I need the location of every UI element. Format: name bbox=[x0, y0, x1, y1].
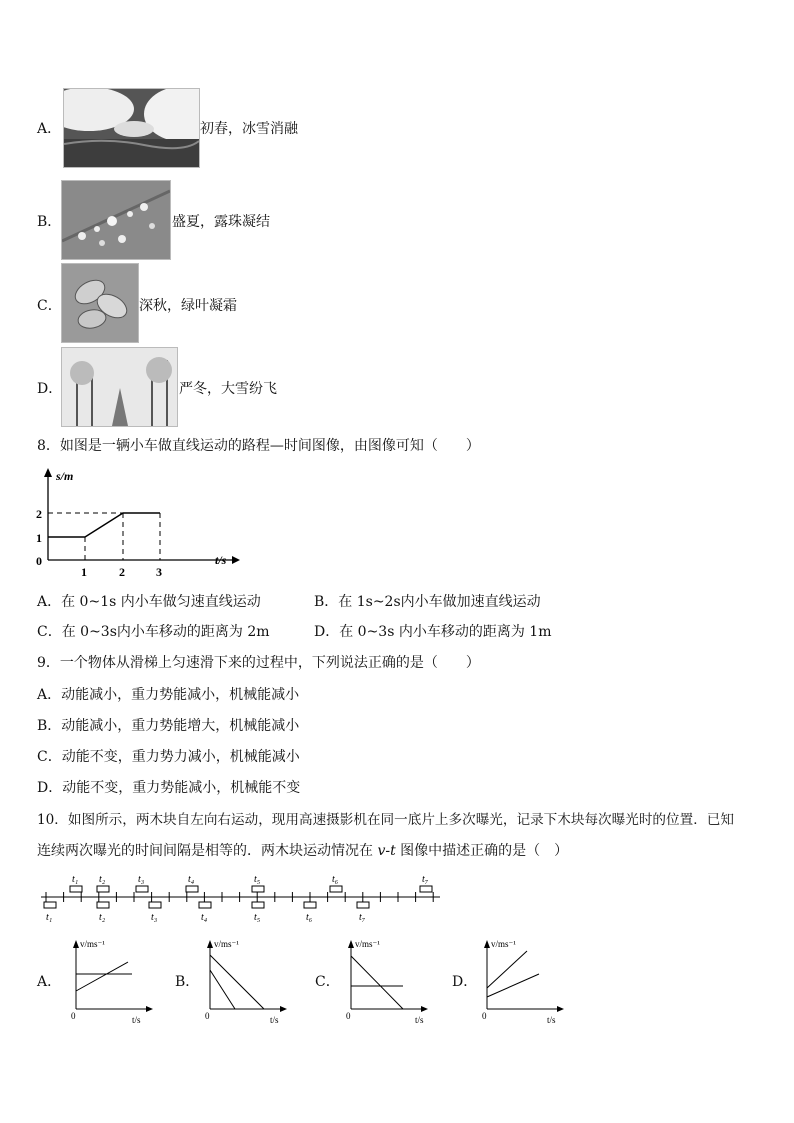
vt-y-label: v/ms⁻¹ bbox=[80, 939, 105, 949]
lower-label: t₅ bbox=[254, 912, 261, 923]
q8-st-graph bbox=[34, 465, 244, 580]
lower-block bbox=[357, 902, 369, 908]
option-letter: B． bbox=[37, 214, 62, 230]
y-tick-1: 1 bbox=[36, 531, 42, 545]
q10-stem-line1: 10．如图所示，两木块自左向右运动，现用高速摄影机在同一底片上多次曝光，记录下木块每次曝光时的位置．已知 bbox=[37, 812, 734, 828]
lower-label: t₂ bbox=[99, 912, 106, 923]
lower-block-positions bbox=[44, 902, 369, 923]
upper-block bbox=[330, 886, 342, 892]
vt-symbol: v-t bbox=[377, 843, 396, 859]
q10-option-letter-b: B． bbox=[175, 974, 200, 990]
vt-x-label: t/s bbox=[132, 1015, 141, 1025]
option-letter: C． bbox=[37, 298, 62, 314]
dew-drops-image bbox=[62, 181, 170, 259]
frost-leaves-photo bbox=[61, 263, 139, 343]
lower-block bbox=[44, 902, 56, 908]
option-caption: 严冬，大雪纷飞 bbox=[179, 381, 277, 397]
frost-leaves-image bbox=[62, 264, 138, 342]
upper-label: t₁ bbox=[72, 874, 79, 885]
decreasing-velocity-line bbox=[351, 956, 403, 1009]
lower-block bbox=[199, 902, 211, 908]
q9-stem: 9．一个物体从滑梯上匀速滑下来的过程中，下列说法正确的是（ ） bbox=[37, 655, 480, 671]
x-tick-1: 1 bbox=[81, 565, 87, 579]
lower-label: t₇ bbox=[359, 912, 366, 923]
upper-label: t₇ bbox=[422, 874, 429, 885]
vt-graph-a bbox=[64, 937, 154, 1025]
option-caption: 深秋，绿叶凝霜 bbox=[139, 298, 237, 314]
snowfall-image bbox=[62, 348, 177, 426]
y-axis-label: s/m bbox=[56, 469, 74, 483]
upper-label: t₃ bbox=[138, 874, 145, 885]
vt-origin: 0 bbox=[346, 1011, 351, 1021]
lower-label: t₆ bbox=[306, 912, 313, 923]
x-axis-label: t/s bbox=[215, 553, 227, 567]
vt-graph-b bbox=[198, 937, 290, 1025]
upper-label: t₂ bbox=[99, 874, 106, 885]
q8-stem: 8．如图是一辆小车做直线运动的路程—时间图像，由图像可知（ ） bbox=[37, 438, 480, 454]
q10-stem-line2: 连续两次曝光的时间间隔是相等的．两木块运动情况在 v-t 图像中描述正确的是（ ） bbox=[37, 843, 569, 859]
q9-option-b: B．动能减小，重力势能增大，机械能减小 bbox=[37, 718, 300, 734]
upper-block bbox=[70, 886, 82, 892]
upper-label: t₅ bbox=[254, 874, 261, 885]
upper-block bbox=[252, 886, 264, 892]
q9-option-a: A．动能减小，重力势能减小，机械能减小 bbox=[37, 687, 300, 703]
vt-origin: 0 bbox=[482, 1011, 487, 1021]
vt-origin: 0 bbox=[205, 1011, 210, 1021]
vt-x-label: t/s bbox=[547, 1015, 556, 1025]
q10-option-letter-d: D． bbox=[452, 974, 478, 990]
upper-block bbox=[420, 886, 432, 892]
option-letter: A． bbox=[37, 121, 62, 137]
lower-label: t₃ bbox=[151, 912, 158, 923]
lower-label: t₄ bbox=[201, 912, 208, 923]
option-caption: 盛夏，露珠凝结 bbox=[172, 214, 270, 230]
upper-label: t₆ bbox=[332, 874, 339, 885]
lower-block bbox=[304, 902, 316, 908]
y-tick-2: 2 bbox=[36, 507, 42, 521]
upper-block bbox=[136, 886, 148, 892]
x-axis-arrow bbox=[232, 556, 240, 564]
dew-drops-photo bbox=[61, 180, 171, 260]
q8-option-a: A．在 0~1s 内小车做匀速直线运动 bbox=[37, 594, 261, 610]
q10-option-letter-a: A． bbox=[37, 974, 62, 990]
upper-label: t₄ bbox=[188, 874, 195, 885]
q8-option-d: D．在 0~3s 内小车移动的距离为 1m bbox=[314, 624, 552, 640]
increasing-velocity-line bbox=[76, 962, 128, 991]
y-axis-arrow bbox=[44, 468, 52, 477]
lower-block bbox=[149, 902, 161, 908]
option-letter: D． bbox=[37, 381, 63, 397]
vt-graph-d bbox=[475, 937, 567, 1025]
vt-x-label: t/s bbox=[415, 1015, 424, 1025]
x-tick-2: 2 bbox=[119, 565, 125, 579]
lower-block bbox=[97, 902, 109, 908]
gentle-increasing-line bbox=[487, 974, 539, 997]
exposure-strip bbox=[36, 870, 446, 926]
st-line bbox=[48, 513, 160, 537]
melting-ice-photo bbox=[63, 88, 200, 168]
vt-origin: 0 bbox=[71, 1011, 76, 1021]
lower-block bbox=[252, 902, 264, 908]
q9-option-d: D．动能不变，重力势能减小，机械能不变 bbox=[37, 780, 301, 796]
upper-block bbox=[186, 886, 198, 892]
q10-option-letter-c: C． bbox=[315, 974, 340, 990]
upper-block bbox=[97, 886, 109, 892]
vt-y-label: v/ms⁻¹ bbox=[355, 939, 380, 949]
q9-option-c: C．动能不变，重力势力减小，机械能减小 bbox=[37, 749, 300, 765]
vt-y-label: v/ms⁻¹ bbox=[491, 939, 516, 949]
x-tick-3: 3 bbox=[156, 565, 162, 579]
y-tick-0: 0 bbox=[36, 554, 42, 568]
melting-ice-image bbox=[64, 89, 199, 167]
snowfall-photo bbox=[61, 347, 178, 427]
q8-option-c: C．在 0~3s内小车移动的距离为 2m bbox=[37, 624, 270, 640]
option-caption: 初春，冰雪消融 bbox=[200, 121, 298, 137]
upper-block-positions bbox=[70, 874, 432, 892]
lower-label: t₁ bbox=[46, 912, 53, 923]
vt-y-label: v/ms⁻¹ bbox=[214, 939, 239, 949]
vt-x-label: t/s bbox=[270, 1015, 279, 1025]
q8-option-b: B．在 1s~2s内小车做加速直线运动 bbox=[314, 594, 541, 610]
vt-graph-c bbox=[339, 937, 431, 1025]
